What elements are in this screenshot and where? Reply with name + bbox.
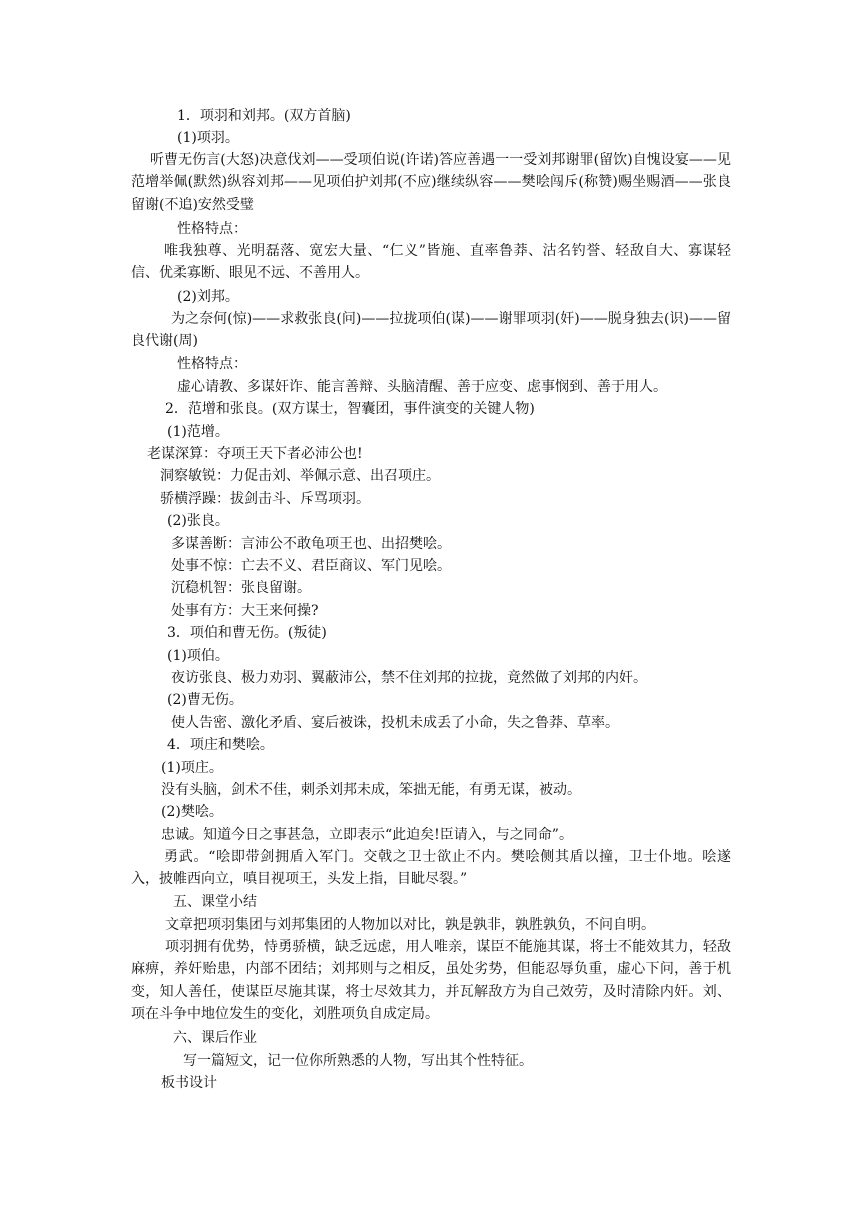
body-line: 使人告密、激化矛盾、宴后被诛，投机未成丢了小命，失之鲁莽、草率。 (171, 715, 619, 731)
subsection-heading: (1)项羽。 (177, 130, 239, 146)
body-line: 忠诚。知道今日之事甚急，立即表示“此迫矣!臣请入，与之同命”。 (161, 827, 573, 843)
body-line: 处事有方：大王来何操? (171, 603, 319, 619)
body-line: 夜访张良、极力劝羽、翼蔽沛公，禁不住刘邦的拉拢，竟然做了刘邦的内奸。 (171, 670, 647, 686)
body-line: 没有头脑，剑术不佳，刺杀刘邦未成，笨拙无能，有勇无谋，被动。 (161, 782, 581, 798)
body-line: 沉稳机智：张良留谢。 (171, 580, 311, 596)
body-line: 文章把项羽集团与刘邦集团的人物加以对比，孰是孰非，孰胜孰负，不问自明。 (165, 917, 655, 933)
body-line: 写一篇短文，记一位你所熟悉的人物，写出其个性特征。 (183, 1053, 533, 1069)
section-heading: 六、课后作业 (173, 1030, 257, 1046)
subsection-heading: (2)张良。 (167, 513, 229, 529)
section-heading: 1．项羽和刘邦。(双方首脑) (177, 108, 351, 124)
subsection-heading: (2)刘邦。 (177, 289, 239, 305)
section-heading: 五、课堂小结 (173, 894, 257, 910)
trait-paragraph: 唯我独尊、光明磊落、宽宏大量、“仁义”皆施、直率鲁莽、沽名钓誉、轻敌自大、寡谋轻信、优柔寡断、眼见不远、不善用人。 (131, 243, 731, 282)
section-heading: 2．范增和张良。(双方谋士，智囊团，事件演变的关键人物) (165, 401, 535, 417)
trait-label: 性格特点： (177, 221, 247, 237)
body-line: 多谋善断：言沛公不敢龟项王也、出招樊哙。 (171, 536, 451, 552)
body-line: 老谋深算：夺项王天下者必沛公也! (147, 446, 363, 462)
trait-text: 虚心请教、多谋奸诈、能言善辩、头脑清醒、善于应变、虑事悯到、善于用人。 (177, 379, 667, 395)
body-line: 处事不惊：亡去不义、君臣商议、军门见哙。 (171, 558, 451, 574)
subsection-heading: (1)项庄。 (161, 760, 223, 776)
subsection-heading: (1)项伯。 (167, 648, 229, 664)
subsection-heading: (1)范增。 (167, 424, 229, 440)
plot-flow-paragraph: 听曹无伤言(大怒)决意伐刘——受项伯说(许诺)答应善遇一一受刘邦谢罪(留饮)自愧设宴——见范增举佩(默然)纵容刘邦——见项伯护刘邦(不应)继续纵容——樊哙闯斥(称赞)赐坐赐酒——张良留谢(不追)安然受璧 (131, 152, 731, 213)
quote-paragraph: 勇武。“哙即带剑拥盾入军门。交戟之卫士欲止不内。樊哙侧其盾以撞，卫士仆地。哙遂入，披帷西向立，嗔目视项王，头发上指，目眦尽裂。” (131, 849, 731, 888)
section-heading: 板书设计 (161, 1075, 217, 1091)
trait-label: 性格特点： (177, 356, 247, 372)
body-line: 洞察敏锐：力促击刘、举佩示意、出召项庄。 (160, 468, 440, 484)
section-heading: 4．项庄和樊哙。 (167, 737, 274, 753)
body-line: 骄横浮躁：拔剑击斗、斥骂项羽。 (160, 491, 370, 507)
plot-flow-paragraph: 为之奈何(惊)——求救张良(问)——拉拢项伯(谋)——谢罪项羽(奸)——脱身独去(识)——留良代谢(周) (131, 311, 731, 350)
subsection-heading: (2)曹无伤。 (167, 692, 243, 708)
subsection-heading: (2)樊哙。 (161, 804, 223, 820)
summary-paragraph: 项羽拥有优势，恃勇骄横，缺乏远虑，用人唯亲，谋臣不能施其谋，将士不能效其力，轻敌麻痹，养奸贻患，内部不团结；刘邦则与之相反，虽处劣势，但能忍辱负重，虚心下问，善于机变，知人善任，使谋臣尽施其谋，将士尽效其力，并瓦解敌方为自己效劳，及时清除内奸。刘、项在斗争中地位发生的变化，刘胜项负自成定局。 (131, 939, 731, 1022)
section-heading: 3．项伯和曹无伤。(叛徒) (167, 625, 327, 641)
